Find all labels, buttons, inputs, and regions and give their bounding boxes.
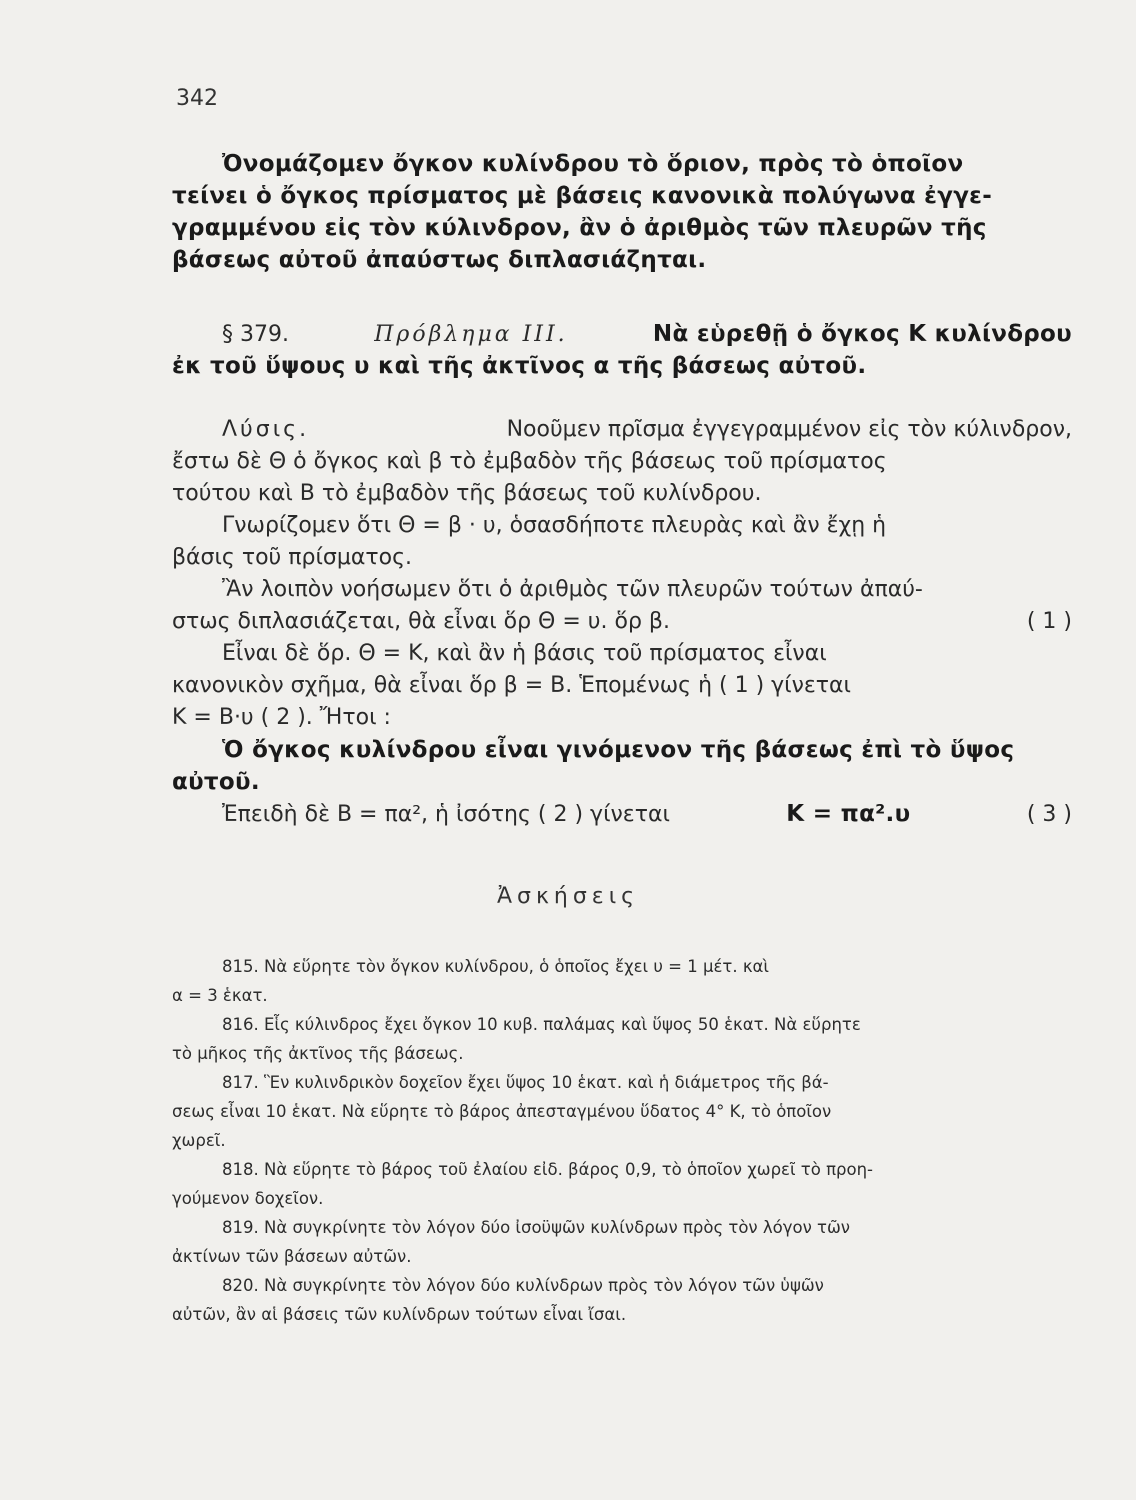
solution-line: Ἂν λοιπὸν νοήσωμεν ὅτι ὁ ἀριθμὸς τῶν πλευρῶν τούτων ἀπαύ- — [222, 577, 923, 602]
solution-line: Γνωρίζομεν ὅτι Θ = β · υ, ὁσασδήποτε πλευρὰς καὶ ἂν ἔχῃ ἡ — [222, 513, 887, 538]
equation-3-text: Ἐπειδὴ δὲ Β = πα², ἡ ἰσότης ( 2 ) γίνεται — [222, 802, 670, 827]
exercise-line: 818. Νὰ εὕρητε τὸ βάρος τοῦ ἐλαίου εἰδ. βάρος 0,9, τὸ ὁποῖον χωρεῖ τὸ προη- — [222, 1160, 873, 1179]
equation-3-number: ( 3 ) — [1026, 802, 1072, 827]
solution-line: βάσις τοῦ πρίσματος. — [172, 545, 412, 570]
exercise-line: χωρεῖ. — [172, 1131, 226, 1150]
problem-statement — [172, 318, 1072, 382]
equation-1: στως διπλασιάζεται, θὰ εἶναι ὅρ Θ = υ. ὅρ β. — [172, 609, 670, 634]
definition-line: βάσεως αὐτοῦ ἀπαύστως διπλασιάζηται. — [172, 247, 707, 273]
theorem-line: Ὁ ὄγκος κυλίνδρου εἶναι γινόμενον τῆς βάσεως ἐπὶ τὸ ὕψος — [222, 737, 1015, 763]
solution-line: τούτου καὶ Β τὸ ἐμβαδὸν τῆς βάσεως τοῦ κυλίνδρου. — [172, 481, 762, 506]
theorem-line: αὐτοῦ. — [172, 769, 260, 795]
exercise-line: τὸ μῆκος τῆς ἀκτῖνος τῆς βάσεως. — [172, 1044, 464, 1063]
solution-line: κανονικὸν σχῆμα, θὰ εἶναι ὅρ β = Β. Ἑπομένως ἡ ( 1 ) γίνεται — [172, 673, 851, 698]
definition-line: γραμμένου εἰς τὸν κύλινδρον, ἂν ὁ ἀριθμὸς τῶν πλευρῶν τῆς — [172, 215, 987, 241]
exercise-line: αὐτῶν, ἂν αἱ βάσεις τῶν κυλίνδρων τούτων εἶναι ἴσαι. — [172, 1305, 627, 1324]
exercise-line: 816. Εἷς κύλινδρος ἔχει ὄγκον 10 κυβ. παλάμας καὶ ὕψος 50 ἑκατ. Νὰ εὕρητε — [222, 1015, 861, 1034]
problem-line: ἐκ τοῦ ὕψους υ καὶ τῆς ἀκτῖνος α τῆς βάσεως αὐτοῦ. — [172, 353, 867, 379]
problem-label: Πρόβλημα ΙΙΙ. — [374, 322, 568, 347]
exercise-line: γούμενον δοχεῖον. — [172, 1189, 324, 1208]
equation-1-number: ( 1 ) — [1026, 609, 1072, 634]
definition-line: τείνει ὁ ὄγκος πρίσματος μὲ βάσεις κανονικὰ πολύγωνα ἐγγε- — [172, 183, 993, 209]
definition-paragraph — [172, 148, 1072, 276]
solution-text: Νοοῦμεν πρῖσμα ἐγγεγραμμένον εἰς τὸν κύλινδρον, — [506, 417, 1072, 442]
exercise-line: ἀκτίνων τῶν βάσεων αὐτῶν. — [172, 1247, 412, 1266]
section-number: § 379. — [222, 322, 289, 347]
exercise-line: 817. Ἓν κυλινδρικὸν δοχεῖον ἔχει ὕψος 10 ἑκατ. καὶ ἡ διάμετρος τῆς βά- — [222, 1073, 829, 1092]
exercise-line: 815. Νὰ εὕρητε τὸν ὄγκον κυλίνδρου, ὁ ὁποῖος ἔχει υ = 1 μέτ. καὶ — [222, 957, 770, 976]
exercise-line: 820. Νὰ συγκρίνητε τὸν λόγον δύο κυλίνδρων πρὸς τὸν λόγον τῶν ὑψῶν — [222, 1276, 824, 1295]
exercise-line: α = 3 ἑκατ. — [172, 986, 268, 1005]
exercise-line: 819. Νὰ συγκρίνητε τὸν λόγον δύο ἰσοϋψῶν κυλίνδρων πρὸς τὸν λόγον τῶν — [222, 1218, 851, 1237]
equation-3-formula: Κ = πα².υ — [786, 801, 911, 827]
solution-label: Λύσις. — [222, 417, 310, 442]
exercise-line: σεως εἶναι 10 ἑκατ. Νὰ εὕρητε τὸ βάρος ἀπεσταγμένου ὕδατος 4° Κ, τὸ ὁποῖον — [172, 1102, 832, 1121]
solution-line: Εἶναι δὲ ὅρ. Θ = Κ, καὶ ἂν ἡ βάσις τοῦ πρίσματος εἶναι — [222, 641, 827, 666]
exercises-list — [172, 952, 1072, 1329]
solution-line: ἔστω δὲ Θ ὁ ὄγκος καὶ β τὸ ἐμβαδὸν τῆς βάσεως τοῦ πρίσματος — [172, 449, 887, 474]
solution-paragraph — [172, 414, 1072, 830]
page-number: 342 — [176, 86, 218, 111]
definition-line: Ὀνομάζομεν ὄγκον κυλίνδρου τὸ ὅριον, πρὸς τὸ ὁποῖον — [222, 151, 964, 177]
problem-text: Νὰ εὑρεθῇ ὁ ὄγκος Κ κυλίνδρου — [652, 321, 1072, 347]
solution-line: Κ = Β·υ ( 2 ). Ἤτοι : — [172, 705, 391, 730]
exercises-heading: Ἀσκήσεις — [496, 884, 640, 909]
